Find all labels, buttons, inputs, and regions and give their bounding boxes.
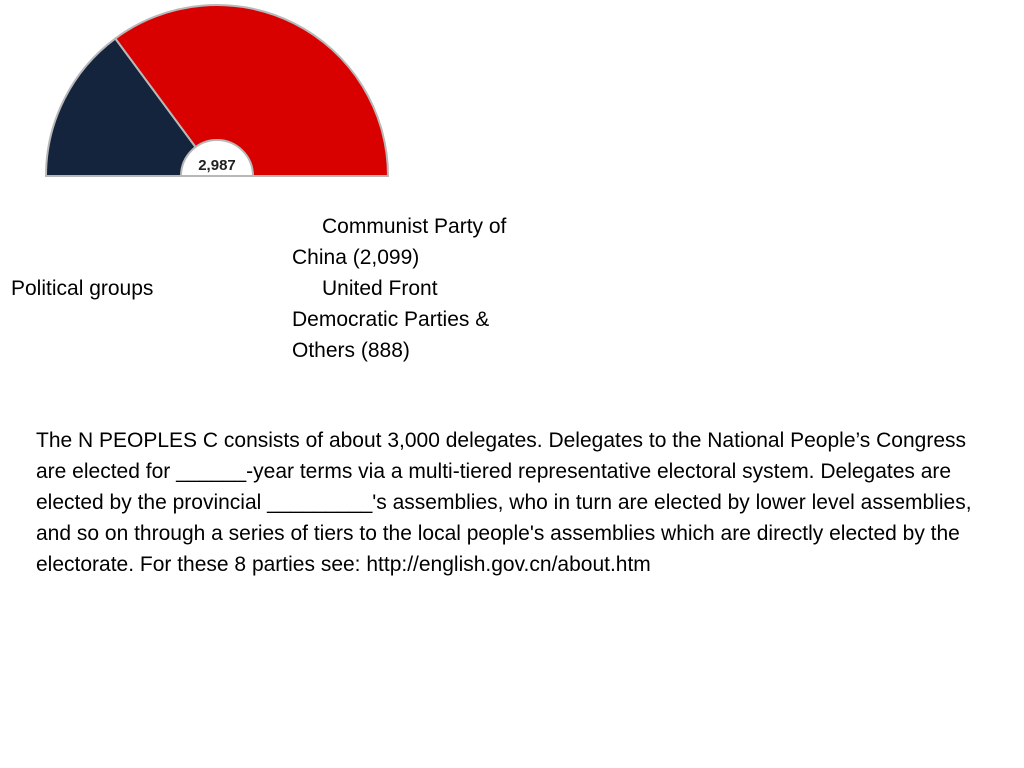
legend bbox=[292, 211, 542, 366]
legend-item-cpc: Communist Party of China (2,099) bbox=[292, 215, 507, 269]
body-paragraph: The N PEOPLES C consists of about 3,000 delegates. Delegates to the National People’s Congress are elected for ______-year terms via a multi-tiered representative electoral system. Delegates are elected by the provincial _________'s assemblies, who in turn are elected by lower level assemblies, and so on through a series of tiers to the local people's assemblies which are directly elected by the electorate. For these 8 parties see: http://english.gov.cn/about.htm bbox=[36, 429, 972, 576]
total-seats-label: 2,987 bbox=[198, 157, 236, 174]
parliament-chart bbox=[0, 0, 420, 200]
political-groups-label: Political groups bbox=[11, 277, 154, 300]
legend-item-united-front: United Front Democratic Parties & Others (888) bbox=[292, 277, 490, 362]
